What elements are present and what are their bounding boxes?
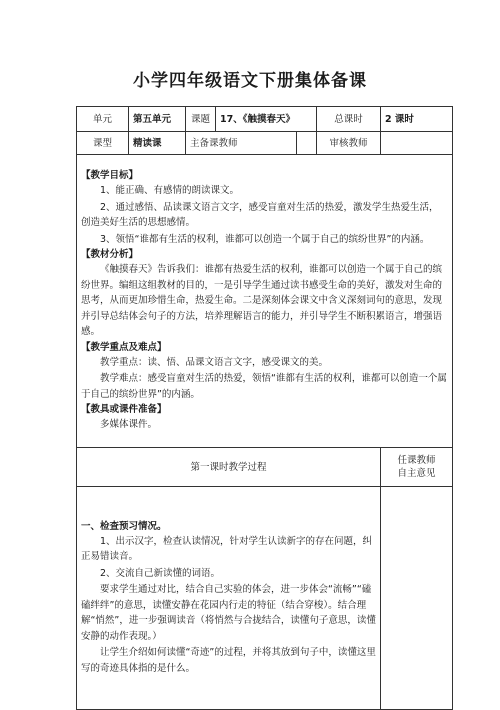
lead-teacher-label: 主备课教师	[186, 132, 297, 155]
topic-label: 课题	[186, 107, 216, 132]
type-value: 精读课	[129, 132, 186, 155]
goal-item-2: 2、通过感悟、品读课文语言文字，感受盲童对生活的热爱，激发学生热爱生活，创造美好生活的思想感情。	[81, 201, 439, 229]
teacher-opinion-header	[381, 448, 453, 487]
type-label: 课型	[77, 132, 129, 155]
analysis-text: 《触摸春天》告诉我们：谁都有热爱生活的权利，谁都可以创造一个属于自己的缤纷世界。编组这组教材的目的，一是引导学生通过读书感受生命的美好，激发对生命的思考，从而更加珍惜生命，热爱生命。二是深刻体会课文中含义深刻词句的意思，发现并引导总结体会句子的方法，培养理解语言的能力，并引导学生不断积累语言，增强语感。	[81, 264, 443, 338]
step1-paragraph-2: 让学生介绍如何读懂“奇迹”的过程，并将其放到句子中，读懂这里写的奇迹具体指的是什么。	[81, 647, 376, 674]
review-teacher-label: 审核教师	[317, 132, 381, 155]
goal-item-1: 1、能正确、有感情的朗读课文。	[100, 185, 240, 197]
goals-heading: 【教学目标】	[81, 170, 139, 182]
teacher-opinion-line-1: 任课教师	[397, 455, 436, 466]
step1-paragraph-1: 要求学生通过对比，结合自己实验的体会，进一步体会“流畅”“磕磕绊绊”的意思，读懂安静在花园内行走的特征（结合穿梭）。结合理解“悄然”，进一步强调读音（将悄然与合拢结合，读懂句子意思，读懂安静的动作表现。）	[81, 584, 376, 642]
topic-value: 17、《触摸春天》	[216, 107, 317, 132]
tools-text: 多媒体课件。	[100, 419, 158, 431]
key-point-focus: 教学重点：读、悟、品课文语言文字，感受课文的美。	[100, 356, 329, 368]
teacher-opinion-line-2: 自主意见	[397, 468, 436, 479]
step1-item-1: 1、出示汉字，检查认读情况，针对学生认读新字的存在问题，纠正易错读音。	[81, 535, 373, 563]
teacher-opinion-cell	[381, 487, 453, 710]
lesson-row	[77, 487, 453, 710]
key-points-heading: 【教学重点及难点】	[81, 341, 167, 353]
step1-item-2: 2、交流自己新读懂的词语。	[100, 567, 221, 579]
lesson-plan-table	[76, 106, 453, 710]
total-value: 2 课时	[381, 107, 453, 132]
lesson-content-cell	[77, 487, 381, 710]
review-teacher-value	[381, 132, 453, 155]
unit-label: 单元	[77, 107, 129, 132]
step1-heading: 一、检查预习情况。	[81, 520, 167, 532]
document-title: 小学四年级语文下册集体备课	[133, 71, 367, 91]
analysis-heading: 【教材分析】	[81, 249, 139, 261]
content-row	[77, 155, 453, 448]
key-point-difficulty: 教学难点：感受盲童对生活的热爱，领悟“谁都有生活的权利，谁都可以创造一个属于自己的缤纷世界”的内涵。	[81, 373, 447, 400]
header-row-1	[77, 107, 453, 132]
goal-item-3: 3、领悟“谁都有生活的权利，谁都可以创造一个属于自己的缤纷世界”的内涵。	[100, 233, 430, 245]
content-cell	[77, 155, 453, 448]
lead-teacher-value	[297, 132, 317, 155]
unit-value: 第五单元	[129, 107, 186, 132]
process-header-row	[77, 448, 453, 487]
header-row-2	[77, 132, 453, 155]
tools-heading: 【教具或课件准备】	[81, 404, 167, 416]
process-title: 第一课时教学过程	[77, 448, 381, 487]
total-label: 总课时	[317, 107, 381, 132]
